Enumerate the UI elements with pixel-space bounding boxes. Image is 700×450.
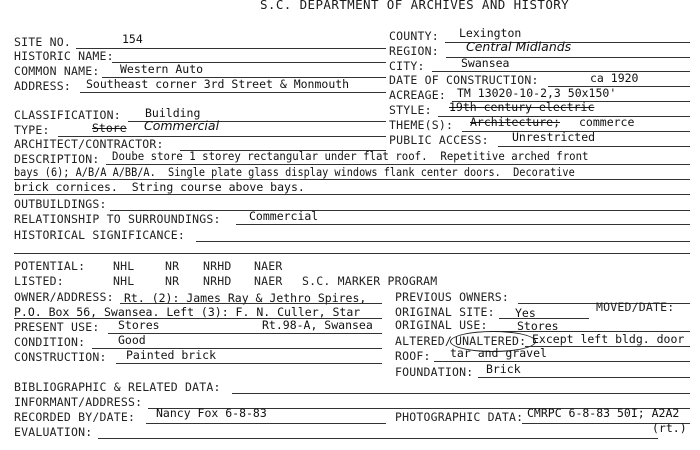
common-name-value: Western Auto xyxy=(120,62,204,76)
recorded-by-rule xyxy=(146,423,386,424)
type-struck-value: Store xyxy=(92,121,127,135)
address-value: Southeast corner 3rd Street & Monmouth xyxy=(86,77,350,91)
outbuildings-rule xyxy=(110,210,690,211)
description-label: DESCRIPTION: xyxy=(14,152,100,166)
owner-rule-1 xyxy=(120,303,382,304)
type-label: TYPE: xyxy=(14,123,50,137)
public-access-value: Unrestricted xyxy=(512,130,596,144)
city-value: Swansea xyxy=(461,56,510,70)
themes-value: commerce xyxy=(579,115,635,129)
public-access-label: PUBLIC ACCESS: xyxy=(389,133,489,147)
listed-nhl: NHL xyxy=(113,274,135,288)
roof-value: tar and gravel xyxy=(450,346,547,360)
original-use-value: Stores xyxy=(517,319,559,333)
relationship-value: Commercial xyxy=(249,209,319,223)
description-line-2: bays (6); A/B/A A/BB/A. Single plate glass display windows flank center doors. Decorative xyxy=(14,165,575,179)
classification-value: Building xyxy=(145,106,201,120)
date-label: DATE OF CONSTRUCTION: xyxy=(389,73,539,87)
altered-value: Except left bldg. door xyxy=(532,332,685,346)
original-site-value: Yes xyxy=(515,306,536,320)
potential-naer: NAER xyxy=(254,259,283,273)
foundation-value: Brick xyxy=(486,362,521,376)
region-label: REGION: xyxy=(389,44,439,58)
altered-label: ALTERED/ xyxy=(395,334,452,348)
listed-naer: NAER xyxy=(254,274,283,288)
owner-label: OWNER/ADDRESS: xyxy=(14,290,114,304)
construction-label: CONSTRUCTION: xyxy=(14,350,107,364)
biblio-label: BIBLIOGRAPHIC & RELATED DATA: xyxy=(14,380,221,394)
acreage-label: ACREAGE: xyxy=(389,88,446,102)
previous-owners-label: PREVIOUS OWNERS: xyxy=(395,290,509,304)
recorded-by-label: RECORDED BY/DATE: xyxy=(14,410,136,424)
potential-nhl: NHL xyxy=(113,259,135,273)
listed-label: LISTED: xyxy=(14,274,64,288)
county-label: COUNTY: xyxy=(389,29,439,43)
photographic-data-label: PHOTOGRAPHIC DATA: xyxy=(395,410,524,424)
foundation-rule xyxy=(478,377,690,378)
style-struck-value: 19th century electric xyxy=(449,100,595,114)
section-divider xyxy=(14,253,690,254)
roof-rule xyxy=(434,361,690,362)
unaltered-option: UNALTERED: xyxy=(455,334,527,348)
present-use-rule xyxy=(108,333,382,334)
original-use-label: ORIGINAL USE: xyxy=(395,318,488,332)
significance-label: HISTORICAL SIGNIFICANCE: xyxy=(14,228,185,242)
biblio-rule xyxy=(232,393,690,394)
public-access-rule xyxy=(498,146,690,147)
address-rule xyxy=(80,92,386,93)
region-handwritten-value: Central Midlands xyxy=(466,39,572,54)
owner-line-1: Rt. (2): James Ray & Jethro Spires, xyxy=(124,291,367,305)
historic-name-label: HISTORIC NAME: xyxy=(14,49,114,63)
architect-label: ARCHITECT/CONTRACTOR: xyxy=(14,137,164,151)
themes-label: THEME(S): xyxy=(389,118,454,132)
site-no-label: SITE NO. xyxy=(14,35,71,49)
moved-date-label: MOVED/DATE: xyxy=(596,300,675,314)
themes-struck-value: Architecture; xyxy=(470,115,561,129)
potential-nr: NR xyxy=(165,259,180,273)
original-site-label: ORIGINAL SITE: xyxy=(395,305,495,319)
address-label: ADDRESS: xyxy=(14,79,71,93)
site-no-rule xyxy=(76,48,386,49)
condition-label: CONDITION: xyxy=(14,335,86,349)
style-label: STYLE: xyxy=(389,103,432,117)
listed-nrhd: NRHD xyxy=(203,274,232,288)
foundation-label: FOUNDATION: xyxy=(395,365,474,379)
marker-program-label: S.C. MARKER PROGRAM xyxy=(302,274,438,288)
county-value: Lexington xyxy=(459,26,522,40)
construction-rule xyxy=(116,363,382,364)
type-handwritten-value: Commercial xyxy=(144,118,220,133)
acreage-value: TM 13020-10-2,3 50x150' xyxy=(457,86,617,100)
evaluation-label: EVALUATION: xyxy=(14,425,93,439)
owner-line-2: P.O. Box 56, Swansea. Left (3): F. N. Culler, Star xyxy=(14,305,361,319)
relationship-rule xyxy=(236,224,690,225)
city-label: CITY: xyxy=(389,59,425,73)
condition-value: Good xyxy=(118,333,146,347)
present-use-label: PRESENT USE: xyxy=(14,320,100,334)
present-use-value: Stores xyxy=(118,318,160,332)
potential-label: POTENTIAL: xyxy=(14,259,86,273)
construction-value: Painted brick xyxy=(126,348,217,362)
altered-rule xyxy=(525,346,690,347)
city-rule xyxy=(432,71,690,72)
informant-label: INFORMANT/ADDRESS: xyxy=(14,395,143,409)
evaluation-rt-note: (rt.) xyxy=(652,421,687,435)
site-no-value: 154 xyxy=(122,32,143,46)
description-line-3: brick cornices. String course above bays. xyxy=(14,180,305,194)
recorded-by-value: Nancy Fox 6-8-83 xyxy=(156,406,267,420)
evaluation-rule xyxy=(98,438,658,439)
roof-label: ROOF: xyxy=(395,349,431,363)
form-title: S.C. DEPARTMENT OF ARCHIVES AND HISTORY xyxy=(260,0,570,12)
relationship-label: RELATIONSHIP TO SURROUNDINGS: xyxy=(14,212,221,226)
potential-nrhd: NRHD xyxy=(203,259,232,273)
owner-line-3: Rt.98-A, Swansea xyxy=(262,318,373,332)
listed-nr: NR xyxy=(165,274,180,288)
outbuildings-label: OUTBUILDINGS: xyxy=(14,197,107,211)
photographic-data-value: CMRPC 6-8-83 50I; A2A2 xyxy=(527,406,680,420)
description-rule-3 xyxy=(14,194,690,195)
common-name-label: COMMON NAME: xyxy=(14,64,100,78)
date-value: ca 1920 xyxy=(590,71,639,85)
description-line-1: Doube store 1 storey rectangular under flat roof. Repetitive arched front xyxy=(112,149,589,163)
significance-rule xyxy=(196,241,690,242)
classification-label: CLASSIFICATION: xyxy=(14,108,121,122)
